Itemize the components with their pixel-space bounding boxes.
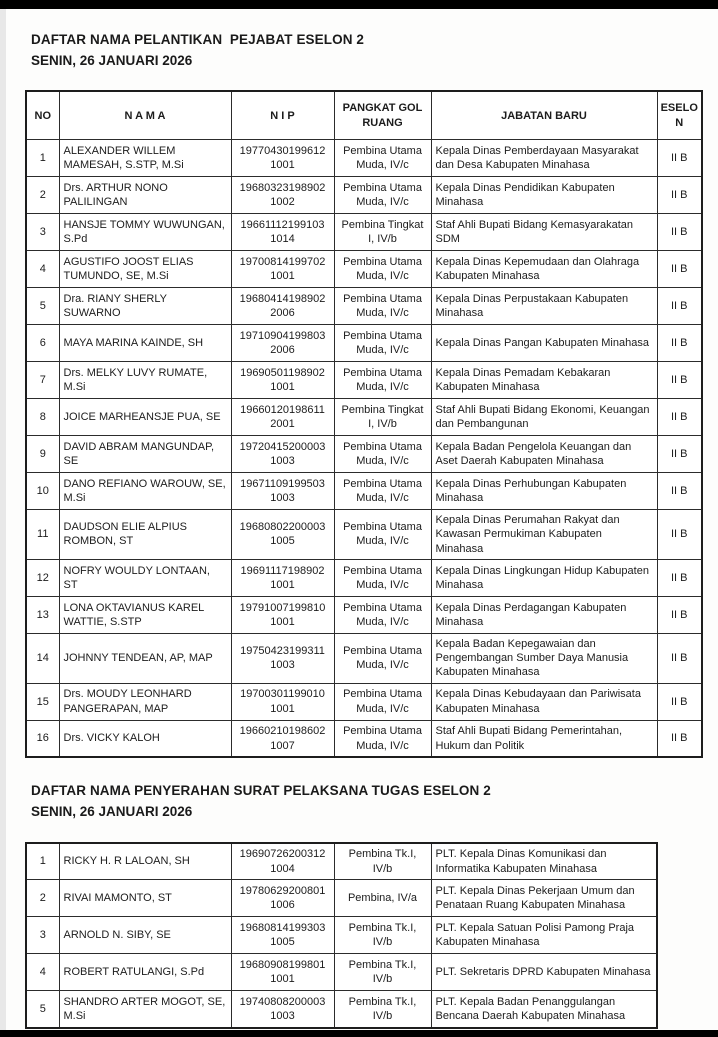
cell-nip: 19791007199810 1001 <box>231 596 334 633</box>
cell-pangkat: Pembina Utama Muda, IV/c <box>334 250 431 287</box>
table-row <box>26 324 702 361</box>
cell-nama: SHANDRO ARTER MOGOT, SE, M.Si <box>59 991 231 1028</box>
cell-nama: RIVAI MAMONTO, ST <box>59 880 231 917</box>
cell-nip: 19720415200003 1003 <box>231 435 334 472</box>
cell-jabatan: PLT. Sekretaris DPRD Kabupaten Minahasa <box>431 954 657 991</box>
cell-no: 1 <box>26 139 59 176</box>
cell-no: 8 <box>26 398 59 435</box>
pelantikan-table-header <box>26 91 702 139</box>
cell-jabatan: Kepala Dinas Kebudayaan dan Pariwisata Kabupaten Minahasa <box>431 683 657 720</box>
cell-nama: RICKY H. R LALOAN, SH <box>59 843 231 880</box>
cell-nip: 19680814199303 1005 <box>231 917 334 954</box>
cell-pangkat: Pembina Tk.I, IV/b <box>334 917 431 954</box>
cell-nama: JOHNNY TENDEAN, AP, MAP <box>59 633 231 683</box>
cell-pangkat: Pembina Utama Muda, IV/c <box>334 176 431 213</box>
pelantikan-title: DAFTAR NAMA PELANTIKAN PEJABAT ESELON 2 <box>31 32 365 47</box>
cell-jabatan: Staf Ahli Bupati Bidang Kemasyarakatan SDM <box>431 213 657 250</box>
cell-no: 7 <box>26 361 59 398</box>
cell-jabatan: Kepala Dinas Pangan Kabupaten Minahasa <box>431 324 657 361</box>
penyerahan-table <box>25 842 658 1029</box>
cell-no: 14 <box>26 633 59 683</box>
section-penyerahan <box>25 780 718 1028</box>
cell-nip: 19690726200312 1004 <box>231 843 334 880</box>
cell-no: 11 <box>26 509 59 559</box>
cell-jabatan: Kepala Dinas Perhubungan Kabupaten Minahasa <box>431 472 657 509</box>
cell-jabatan: Kepala Dinas Perdagangan Kabupaten Minahasa <box>431 596 657 633</box>
cell-eselon: II B <box>657 361 702 398</box>
cell-eselon: II B <box>657 287 702 324</box>
cell-jabatan: PLT. Kepala Dinas Komunikasi dan Informatika Kabupaten Minahasa <box>431 843 657 880</box>
cell-no: 5 <box>26 287 59 324</box>
table-row <box>26 954 657 991</box>
pelantikan-date: SENIN, 26 JANUARI 2026 <box>31 52 193 68</box>
cell-no: 3 <box>26 213 59 250</box>
cell-pangkat: Pembina Utama Muda, IV/c <box>334 435 431 472</box>
cell-no: 10 <box>26 472 59 509</box>
cell-nama: Drs. MELKY LUVY RUMATE, M.Si <box>59 361 231 398</box>
cell-nip: 19660210198602 1007 <box>231 720 334 757</box>
column-header-nama: N A M A <box>59 91 231 139</box>
table-row <box>26 917 657 954</box>
cell-nip: 19680323198902 1002 <box>231 176 334 213</box>
cell-pangkat: Pembina Utama Muda, IV/c <box>334 324 431 361</box>
cell-nip: 19700814199702 1001 <box>231 250 334 287</box>
cell-eselon: II B <box>657 633 702 683</box>
table-row <box>26 139 702 176</box>
cell-jabatan: PLT. Kepala Satuan Polisi Pamong Praja Kabupaten Minahasa <box>431 917 657 954</box>
cell-eselon: II B <box>657 596 702 633</box>
cell-nip: 19750423199311 1003 <box>231 633 334 683</box>
cell-nip: 19710904199803 2006 <box>231 324 334 361</box>
cell-pangkat: Pembina Utama Muda, IV/c <box>334 596 431 633</box>
cell-eselon: II B <box>657 683 702 720</box>
cell-eselon: II B <box>657 435 702 472</box>
table-row <box>26 633 702 683</box>
cell-eselon: II B <box>657 139 702 176</box>
cell-eselon: II B <box>657 250 702 287</box>
column-header-jabatan: JABATAN BARU <box>431 91 657 139</box>
table-row <box>26 398 702 435</box>
cell-nip: 19690501198902 1001 <box>231 361 334 398</box>
table-row <box>26 176 702 213</box>
cell-pangkat: Pembina Utama Muda, IV/c <box>334 633 431 683</box>
table-row <box>26 213 702 250</box>
cell-nama: Drs. MOUDY LEONHARD PANGERAPAN, MAP <box>59 683 231 720</box>
table-row <box>26 843 657 880</box>
table-row <box>26 435 702 472</box>
cell-pangkat: Pembina Utama Muda, IV/c <box>334 509 431 559</box>
section-pelantikan <box>25 29 718 758</box>
cell-pangkat: Pembina Utama Muda, IV/c <box>334 139 431 176</box>
cell-no: 4 <box>26 954 59 991</box>
column-header-eselon: ESELON <box>657 91 702 139</box>
column-header-pangkat: PANGKAT GOL RUANG <box>334 91 431 139</box>
cell-jabatan: Staf Ahli Bupati Bidang Ekonomi, Keuangan dan Pembangunan <box>431 398 657 435</box>
table-row <box>26 287 702 324</box>
cell-nip: 19780629200801 1006 <box>231 880 334 917</box>
cell-eselon: II B <box>657 213 702 250</box>
cell-no: 4 <box>26 250 59 287</box>
column-header-no: NO <box>26 91 59 139</box>
cell-no: 2 <box>26 176 59 213</box>
cell-no: 2 <box>26 880 59 917</box>
table-row <box>26 250 702 287</box>
cell-pangkat: Pembina Utama Muda, IV/c <box>334 361 431 398</box>
cell-nama: ARNOLD N. SIBY, SE <box>59 917 231 954</box>
cell-nip: 19740808200003 1003 <box>231 991 334 1028</box>
cell-pangkat: Pembina Tk.I, IV/b <box>334 954 431 991</box>
cell-no: 9 <box>26 435 59 472</box>
table-row <box>26 361 702 398</box>
cell-nama: NOFRY WOULDY LONTAAN, ST <box>59 559 231 596</box>
cell-no: 1 <box>26 843 59 880</box>
cell-nama: ROBERT RATULANGI, S.Pd <box>59 954 231 991</box>
cell-nama: MAYA MARINA KAINDE, SH <box>59 324 231 361</box>
cell-pangkat: Pembina Utama Muda, IV/c <box>334 720 431 757</box>
cell-eselon: II B <box>657 720 702 757</box>
cell-pangkat: Pembina Utama Muda, IV/c <box>334 559 431 596</box>
cell-nip: 19700301199010 1001 <box>231 683 334 720</box>
cell-nama: DAVID ABRAM MANGUNDAP, SE <box>59 435 231 472</box>
cell-jabatan: Kepala Badan Pengelola Keuangan dan Aset Daerah Kabupaten Minahasa <box>431 435 657 472</box>
cell-nip: 19680802200003 1005 <box>231 509 334 559</box>
cell-eselon: II B <box>657 398 702 435</box>
cell-jabatan: PLT. Kepala Badan Penanggulangan Bencana Daerah Kabupaten Minahasa <box>431 991 657 1028</box>
cell-nama: LONA OKTAVIANUS KAREL WATTIE, S.STP <box>59 596 231 633</box>
cell-eselon: II B <box>657 324 702 361</box>
table-row <box>26 880 657 917</box>
top-letterbox-bar <box>0 0 718 9</box>
cell-nip: 19770430199612 1001 <box>231 139 334 176</box>
cell-pangkat: Pembina, IV/a <box>334 880 431 917</box>
cell-nama: JOICE MARHEANSJE PUA, SE <box>59 398 231 435</box>
cell-nip: 19691117198902 1001 <box>231 559 334 596</box>
cell-pangkat: Pembina Tingkat I, IV/b <box>334 213 431 250</box>
cell-no: 3 <box>26 917 59 954</box>
table-row <box>26 683 702 720</box>
table-row <box>26 991 657 1028</box>
header-row <box>26 91 702 139</box>
penyerahan-table-body <box>26 843 657 1028</box>
cell-nama: Dra. RIANY SHERLY SUWARNO <box>59 287 231 324</box>
cell-jabatan: Staf Ahli Bupati Bidang Pemerintahan, Hukum dan Politik <box>431 720 657 757</box>
cell-nama: ALEXANDER WILLEM MAMESAH, S.STP, M.Si <box>59 139 231 176</box>
cell-no: 12 <box>26 559 59 596</box>
cell-pangkat: Pembina Utama Muda, IV/c <box>334 287 431 324</box>
cell-nama: AGUSTIFO JOOST ELIAS TUMUNDO, SE, M.Si <box>59 250 231 287</box>
cell-nip: 19680414198902 2006 <box>231 287 334 324</box>
cell-no: 15 <box>26 683 59 720</box>
penyerahan-title: DAFTAR NAMA PENYERAHAN SURAT PELAKSANA TUGAS ESELON 2 <box>31 783 491 799</box>
cell-jabatan: Kepala Badan Kepegawaian dan Pengembangan Sumber Daya Manusia Kabupaten Minahasa <box>431 633 657 683</box>
table-row <box>26 559 702 596</box>
cell-nip: 19680908199801 1001 <box>231 954 334 991</box>
penyerahan-date: SENIN, 26 JANUARI 2026 <box>31 804 193 820</box>
cell-eselon: II B <box>657 509 702 559</box>
cell-no: 5 <box>26 991 59 1028</box>
column-header-nip: N I P <box>231 91 334 139</box>
cell-nip: 19661112199103 1014 <box>231 213 334 250</box>
cell-jabatan: PLT. Kepala Dinas Pekerjaan Umum dan Penataan Ruang Kabupaten Minahasa <box>431 880 657 917</box>
pelantikan-table <box>25 90 703 758</box>
cell-nama: HANSJE TOMMY WUWUNGAN, S.Pd <box>59 213 231 250</box>
cell-pangkat: Pembina Tk.I, IV/b <box>334 843 431 880</box>
cell-no: 13 <box>26 596 59 633</box>
bottom-letterbox-bar <box>0 1030 718 1037</box>
cell-jabatan: Kepala Dinas Pemadam Kebakaran Kabupaten Minahasa <box>431 361 657 398</box>
cell-pangkat: Pembina Tk.I, IV/b <box>334 991 431 1028</box>
cell-nip: 19671109199503 1003 <box>231 472 334 509</box>
cell-nama: DAUDSON ELIE ALPIUS ROMBON, ST <box>59 509 231 559</box>
cell-eselon: II B <box>657 176 702 213</box>
cell-jabatan: Kepala Dinas Pendidikan Kabupaten Minahasa <box>431 176 657 213</box>
cell-jabatan: Kepala Dinas Perpustakaan Kabupaten Minahasa <box>431 287 657 324</box>
cell-eselon: II B <box>657 472 702 509</box>
cell-jabatan: Kepala Dinas Pemberdayaan Masyarakat dan Desa Kabupaten Minahasa <box>431 139 657 176</box>
document-page <box>0 9 718 1030</box>
pelantikan-table-body <box>26 139 702 757</box>
cell-pangkat: Pembina Utama Muda, IV/c <box>334 472 431 509</box>
cell-nama: Drs. ARTHUR NONO PALILINGAN <box>59 176 231 213</box>
cell-pangkat: Pembina Tingkat I, IV/b <box>334 398 431 435</box>
cell-nama: DANO REFIANO WAROUW, SE, M.Si <box>59 472 231 509</box>
cell-nip: 19660120198611 2001 <box>231 398 334 435</box>
table-row <box>26 720 702 757</box>
cell-nama: Drs. VICKY KALOH <box>59 720 231 757</box>
cell-no: 16 <box>26 720 59 757</box>
cell-pangkat: Pembina Utama Muda, IV/c <box>334 683 431 720</box>
cell-jabatan: Kepala Dinas Kepemudaan dan Olahraga Kabupaten Minahasa <box>431 250 657 287</box>
table-row <box>26 472 702 509</box>
cell-jabatan: Kepala Dinas Lingkungan Hidup Kabupaten Minahasa <box>431 559 657 596</box>
table-row <box>26 596 702 633</box>
table-row <box>26 509 702 559</box>
cell-no: 6 <box>26 324 59 361</box>
cell-eselon: II B <box>657 559 702 596</box>
cell-jabatan: Kepala Dinas Perumahan Rakyat dan Kawasan Permukiman Kabupaten Minahasa <box>431 509 657 559</box>
